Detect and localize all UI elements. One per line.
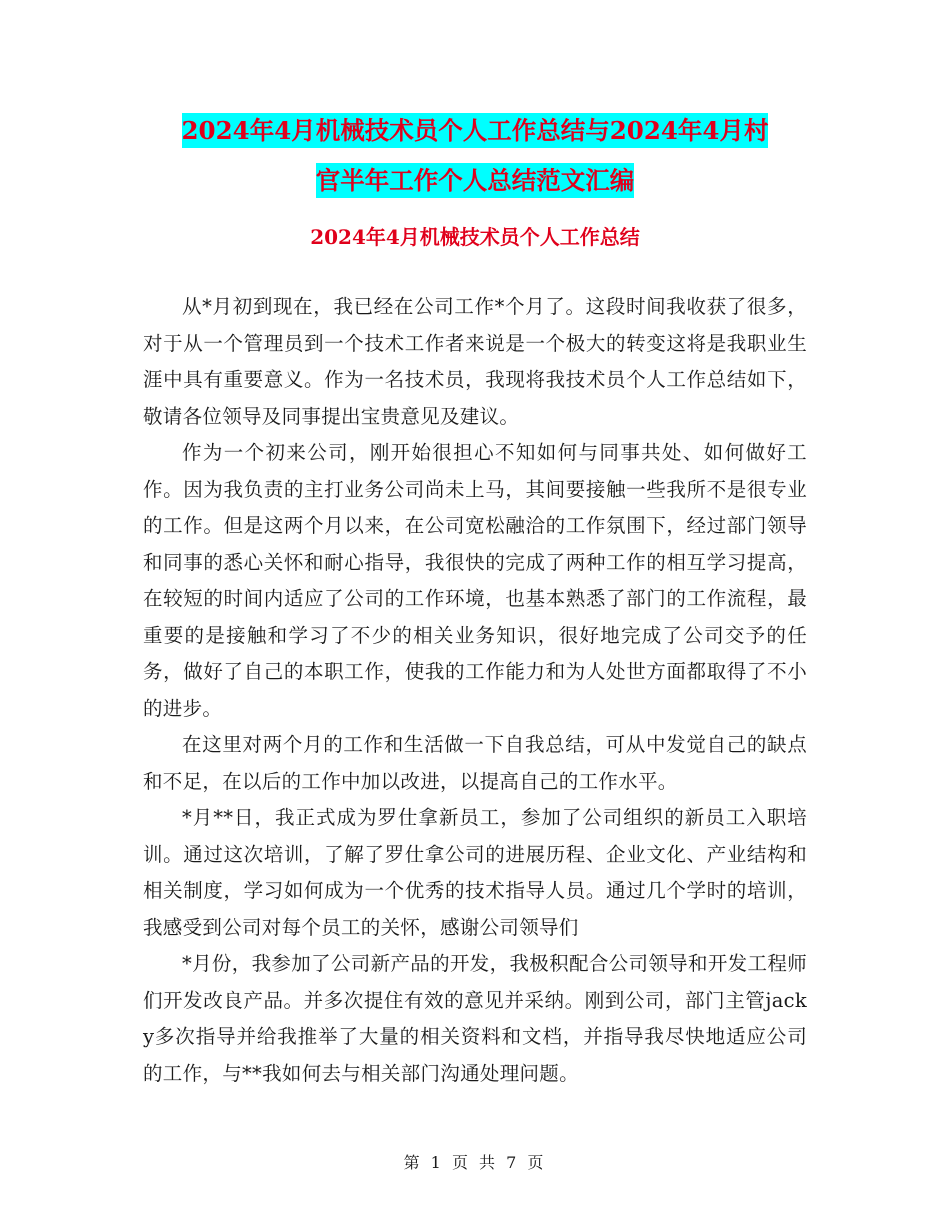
page-number-footer: 第 1 页 共 7 页 [403, 1153, 547, 1172]
document-title [140, 106, 810, 206]
document-body [143, 289, 807, 1092]
paragraph: *月**日，我正式成为罗仕拿新员工，参加了公司组织的新员工入职培训。通过这次培训，了解了罗仕拿公司的进展历程、企业文化、产业结构和相关制度，学习如何成为一个优秀的技术指导人员。通过几个学时的培训，我感受到公司对每个员工的关怀，感谢公司领导们 [143, 806, 807, 939]
section-title: 2024年4月机械技术员个人工作总结 [310, 225, 640, 249]
document-title-line-2: 官半年工作个人总结范文汇编 [316, 163, 635, 198]
paragraph: 在这里对两个月的工作和生活做一下自我总结，可从中发觉自己的缺点和不足，在以后的工作中加以改进，以提高自己的工作水平。 [143, 733, 807, 793]
document-title-line-1: 2024年4月机械技术员个人工作总结与2024年4月村 [182, 113, 769, 148]
paragraph: 作为一个初来公司，刚开始很担心不知如何与同事共处、如何做好工作。因为我负责的主打业务公司尚未上马，其间要接触一些我所不是很专业的工作。但是这两个月以来，在公司宽松融洽的工作氛围下，经过部门领导和同事的悉心关怀和耐心指导，我很快的完成了两种工作的相互学习提高，在较短的时间内适应了公司的工作环境，也基本熟悉了部门的工作流程，最重要的是接触和学习了不少的相关业务知识，很好地完成了公司交予的任务，做好了自己的本职工作，使我的工作能力和为人处世方面都取得了不小的进步。 [143, 441, 807, 720]
paragraph: *月份，我参加了公司新产品的开发，我极积配合公司领导和开发工程师们开发改良产品。并多次提住有效的意见并采纳。刚到公司，部门主管jacky多次指导并给我推举了大量的相关资料和文档，并指导我尽快地适应公司的工作，与**我如何去与相关部门沟通处理问题。 [143, 952, 807, 1085]
paragraph: 从*月初到现在，我已经在公司工作*个月了。这段时间我收获了很多，对于从一个管理员到一个技术工作者来说是一个极大的转变这将是我职业生涯中具有重要意义。作为一名技术员，我现将我技术员个人工作总结如下，敬请各位领导及同事提出宝贵意见及建议。 [143, 295, 807, 428]
